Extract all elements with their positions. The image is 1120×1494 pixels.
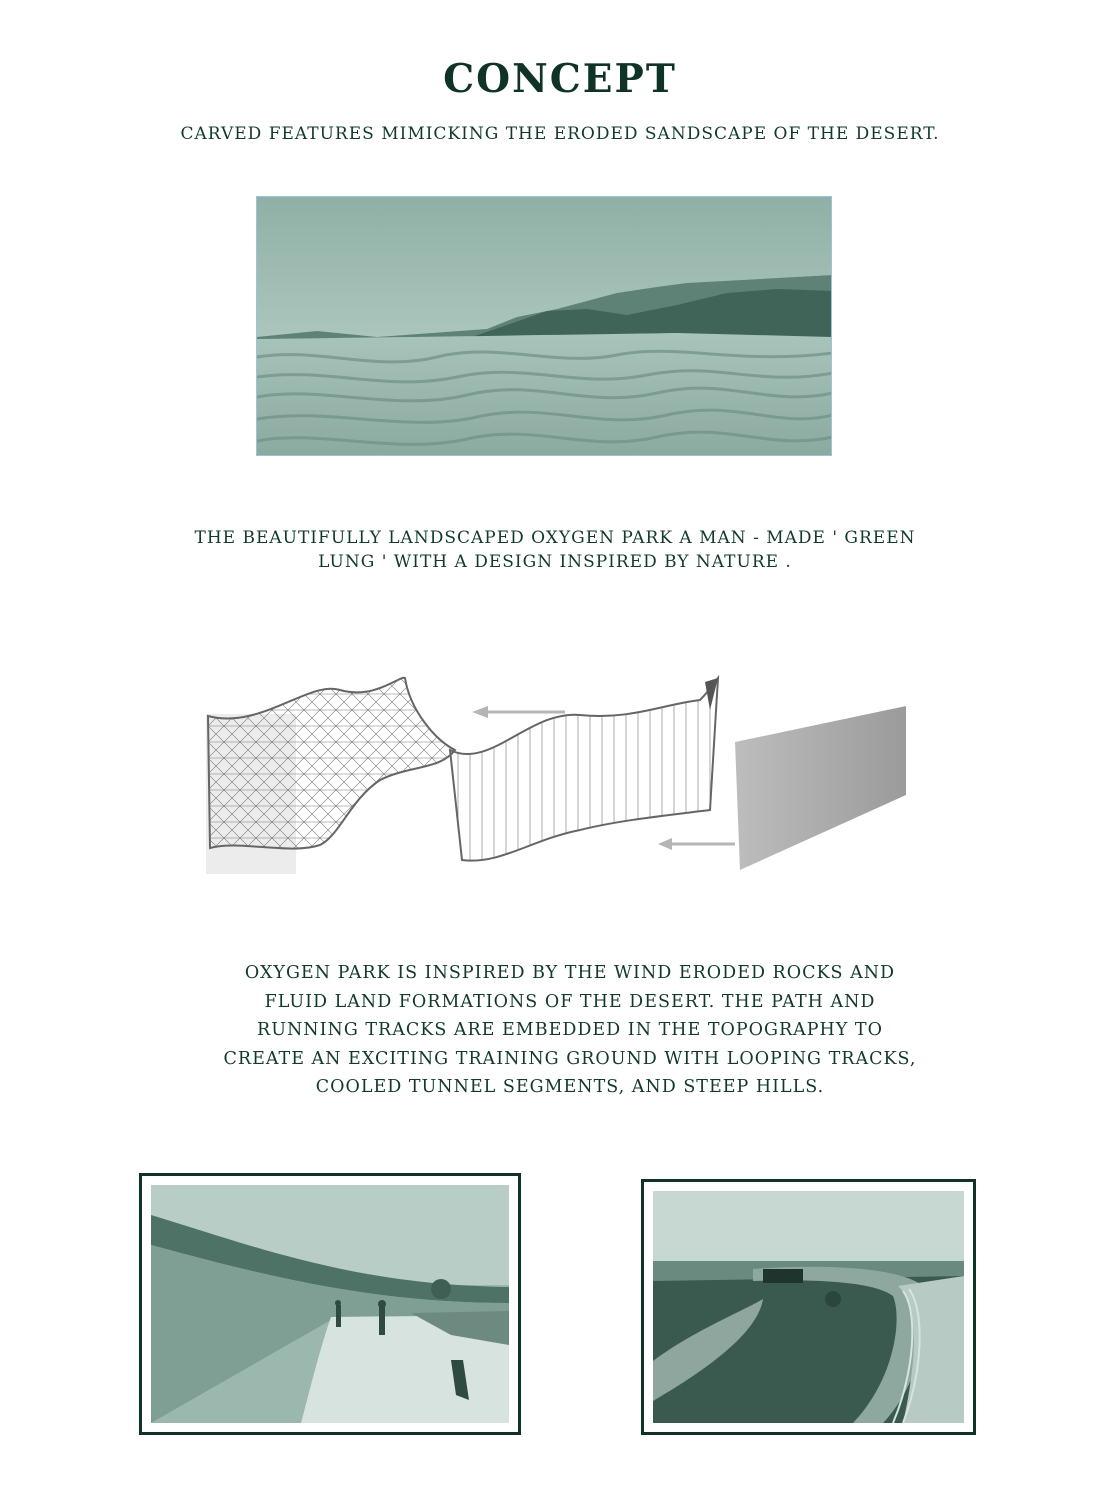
- caption-line: LUNG ' WITH A DESIGN INSPIRED BY NATURE .: [318, 552, 792, 572]
- caption-line: FLUID LAND FORMATIONS OF THE DESERT. THE PATH AND: [264, 991, 876, 1012]
- caption-line: COOLED TUNNEL SEGMENTS, AND STEEP HILLS.: [315, 1077, 825, 1097]
- form-evolution-diagram: [200, 670, 920, 880]
- caption-oxygen-park-description: [140, 959, 1000, 1102]
- desert-dunes-photo: [256, 196, 832, 456]
- park-path-photo-frame: [139, 1173, 521, 1435]
- caption-line: CREATE AN EXCITING TRAINING GROUND WITH LOOPING TRACKS,: [223, 1048, 917, 1069]
- running-track-illustration: [653, 1191, 964, 1423]
- park-path-illustration: [151, 1185, 509, 1423]
- caption-line: THE BEAUTIFULLY LANDSCAPED OXYGEN PARK A MAN - MADE ' GREEN: [194, 528, 916, 548]
- form-diagram-graphic: [200, 670, 920, 880]
- caption-line: OXYGEN PARK IS INSPIRED BY THE WIND ERODED ROCKS AND: [244, 963, 896, 983]
- running-track-photo-frame: [641, 1179, 976, 1435]
- desert-dunes-illustration: [257, 197, 832, 456]
- caption-line: RUNNING TRACKS ARE EMBEDDED IN THE TOPOGRAPHY TO: [257, 1020, 883, 1040]
- park-path-photo: [151, 1185, 509, 1423]
- page-title: concept: [443, 40, 677, 106]
- running-track-photo: [653, 1191, 964, 1423]
- page-subtitle: CARVED FEATURES MIMICKING THE ERODED SANDSCAPE OF THE DESERT.: [180, 124, 940, 144]
- caption-oxygen-park-intro: [90, 526, 1020, 574]
